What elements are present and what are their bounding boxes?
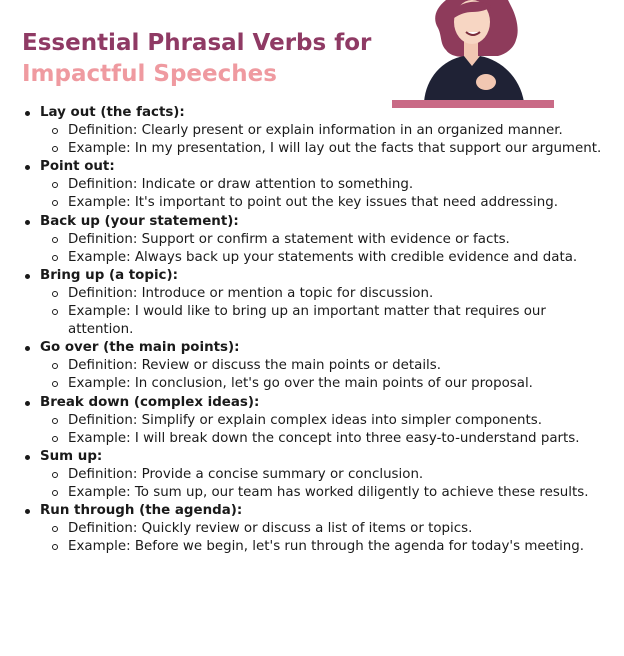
title-line-1: Essential Phrasal Verbs for	[22, 30, 372, 56]
example-text: Example: It's important to point out the key issues that need addressing.	[40, 194, 612, 212]
page-title	[22, 28, 371, 90]
example-text: Example: To sum up, our team has worked diligently to achieve these results.	[40, 484, 612, 502]
example-text: Example: In my presentation, I will lay out the facts that support our argument.	[40, 140, 612, 158]
list-item	[22, 267, 612, 339]
list-item	[22, 158, 612, 212]
title-line-2: Impactful Speeches	[22, 61, 277, 87]
definition-text: Definition: Review or discuss the main points or details.	[40, 357, 612, 375]
phrasal-verb-list	[22, 104, 612, 556]
definition-text: Definition: Indicate or draw attention to something.	[40, 176, 612, 194]
phrasal-verb-term: Back up (your statement):	[40, 213, 239, 229]
example-text: Example: Always back up your statements with credible evidence and data.	[40, 249, 612, 267]
mouth-shape	[466, 32, 480, 35]
speaker-at-podium-illustration	[388, 0, 560, 110]
definition-text: Definition: Support or confirm a statement with evidence or facts.	[40, 231, 612, 249]
example-text: Example: I would like to bring up an important matter that requires our attention.	[40, 303, 612, 339]
phrasal-verb-term: Point out:	[40, 159, 115, 175]
list-item	[22, 502, 612, 556]
phrasal-verb-term: Lay out (the facts):	[40, 105, 185, 120]
example-text: Example: I will break down the concept into three easy-to-understand parts.	[40, 430, 612, 448]
definition-text: Definition: Provide a concise summary or conclusion.	[40, 466, 612, 484]
phrasal-verb-term: Sum up:	[40, 448, 103, 464]
list-item	[22, 339, 612, 393]
example-text: Example: Before we begin, let's run through the agenda for today's meeting.	[40, 538, 612, 556]
list-item	[22, 448, 612, 502]
definition-text: Definition: Clearly present or explain information in an organized manner.	[40, 122, 612, 140]
list-item	[22, 394, 612, 448]
phrasal-verb-term: Break down (complex ideas):	[40, 394, 260, 410]
phrasal-verb-term: Run through (the agenda):	[40, 503, 243, 519]
phrasal-verb-term: Bring up (a topic):	[40, 267, 178, 283]
list-item	[22, 104, 612, 158]
definition-text: Definition: Simplify or explain complex ideas into simpler components.	[40, 412, 612, 430]
list-item	[22, 213, 612, 267]
definition-text: Definition: Quickly review or discuss a list of items or topics.	[40, 520, 612, 538]
example-text: Example: In conclusion, let's go over the main points of our proposal.	[40, 375, 612, 393]
definition-text: Definition: Introduce or mention a topic for discussion.	[40, 285, 612, 303]
phrasal-verb-term: Go over (the main points):	[40, 340, 240, 356]
hand-shape	[476, 74, 496, 90]
